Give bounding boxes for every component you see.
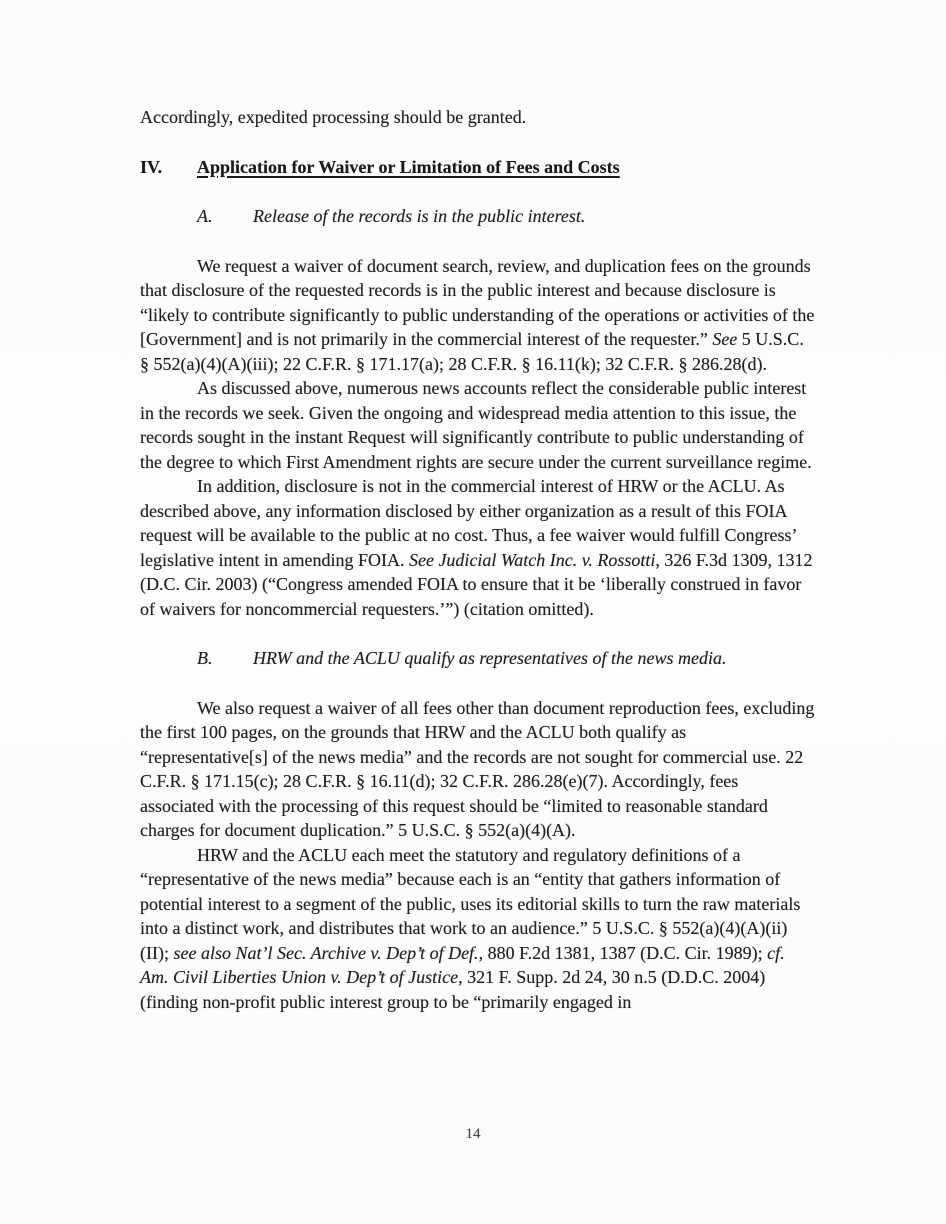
paragraph-a3 [140, 474, 816, 621]
section-title: Application for Waiver or Limitation of Fees and Costs [197, 156, 620, 177]
section-iv-heading [140, 155, 816, 180]
text-run: , 321 F. Supp. 2d 24, 30 n.5 (D.D.C. 2004) (finding non-profit public interest group to be “primarily engaged in [140, 967, 766, 1012]
section-number: IV. [140, 156, 163, 177]
text-run: As discussed above, numerous news accounts reflect the considerable public interest in the records we seek. Given the ongoing and widespread media attention to this issue, the records sought in the instant Request will significantly contribute to public understanding of the degree to which First Amendment rights are secure under the current surveillance regime. [140, 378, 812, 472]
document-body [140, 105, 816, 1014]
text-run: , 326 F.3d 1309, 1312 (D.C. Cir. 2003) (“Congress amended FOIA to ensure that it be ‘liberally construed in favor of waivers for noncommercial requesters.’”) (citation omitted). [140, 549, 813, 619]
citation-italic-run: see also Nat’l Sec. Archive v. Dep’t of Def. [173, 942, 479, 963]
citation-italic-run: See Judicial Watch Inc. v. Rossotti [408, 549, 656, 570]
citation-italic-run: See [712, 329, 738, 349]
paragraph-a1 [140, 254, 816, 377]
text-run: 5 U.S.C. § 552(a)(4)(A)(iii); 22 C.F.R. § 171.17(a); 28 C.F.R. § 16.11(k); 32 C.F.R. § 286.28(d). [140, 329, 804, 374]
text-run: We also request a waiver of all fees other than document reproduction fees, excluding the first 100 pages, on the grounds that HRW and the ACLU both qualify as “representative[s] of the news media” and the records are not sought for commercial use. 22 C.F.R. § 171.15(c); 28 C.F.R. § 16.11(d); 32 C.F.R. 286.28(e)(7). Accordingly, fees associated with the processing of this request should be “limited to reasonable standard charges for document duplication.” 5 U.S.C. § 552(a)(4)(A). [140, 697, 815, 840]
intro-paragraph [140, 105, 816, 130]
text-run: Accordingly, expedited processing should be granted. [140, 107, 527, 127]
subsection-a-title: Release of the records is in the public interest. [253, 206, 586, 226]
subsection-a-heading [140, 204, 816, 229]
text-run: HRW and the ACLU each meet the statutory and regulatory definitions of a “representative of the news media” because each is an “entity that gathers information of potential interest to a segment of the public, uses its editorial skills to turn the raw materials into a distinct work, and distributes that work to an audience.” 5 U.S.C. § 552(a)(4)(A)(ii)(II); [140, 844, 801, 963]
subsection-a-letter: A. [197, 206, 213, 226]
text-run: We request a waiver of document search, review, and duplication fees on the grounds that disclosure of the requested records is in the public interest and because disclosure is “likely to contribute significantly to public understanding of the operations or activities of the [Government] and is not primarily in the commercial interest of the requester.” [140, 255, 815, 349]
paragraph-b1 [140, 696, 816, 843]
paragraph-a2 [140, 376, 816, 474]
paragraph-b2 [140, 843, 816, 1015]
text-run: In addition, disclosure is not in the commercial interest of HRW or the ACLU. As described above, any information disclosed by either organization as a result of this FOIA request will be available to the public at no cost. Thus, a fee waiver would fulfill Congress’ legislative intent in amending FOIA. [140, 476, 797, 570]
subsection-b-heading [140, 646, 816, 671]
subsection-b-letter: B. [197, 648, 213, 668]
page-number: 14 [465, 1126, 481, 1142]
citation-italic-run: cf. Am. Civil Liberties Union v. Dep’t of Justice [140, 942, 785, 987]
subsection-b-title: HRW and the ACLU qualify as representatives of the news media. [253, 648, 727, 668]
text-run: , 880 F.2d 1381, 1387 (D.C. Cir. 1989); [478, 942, 768, 963]
